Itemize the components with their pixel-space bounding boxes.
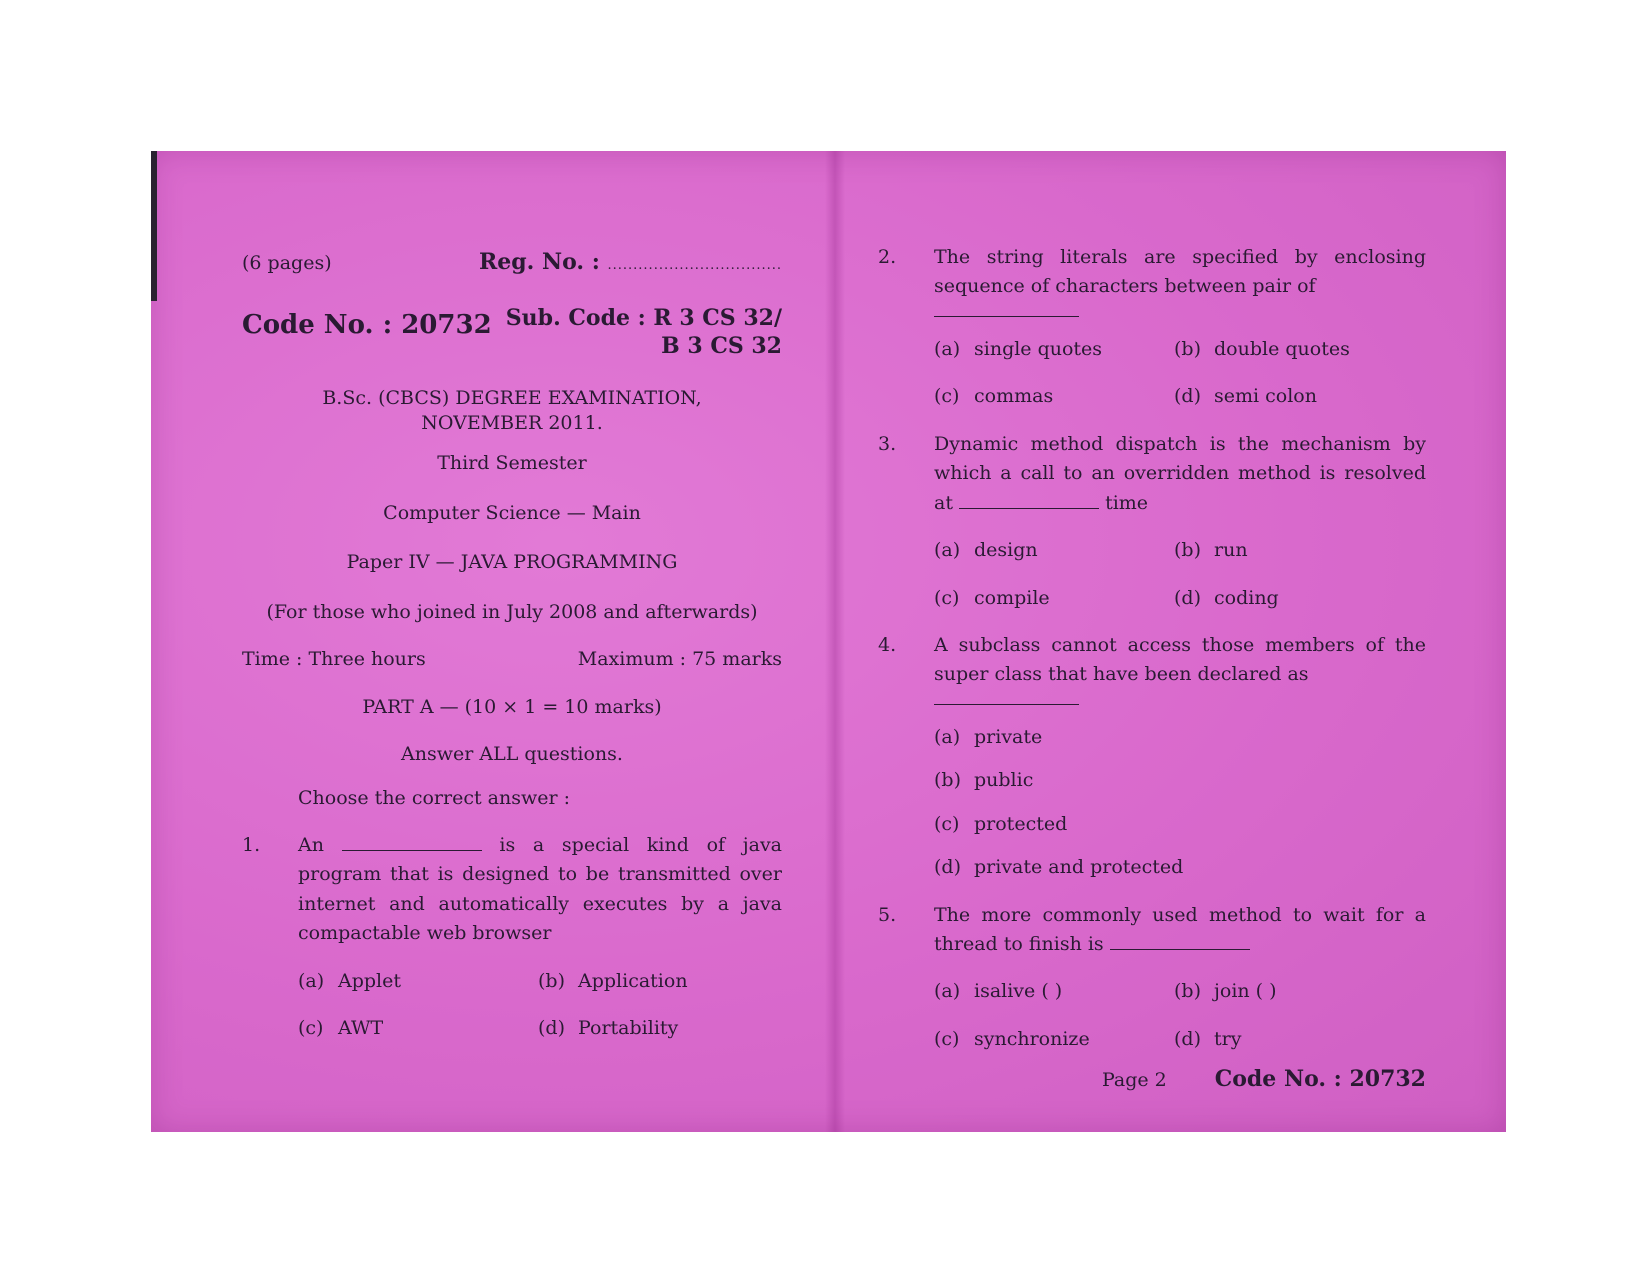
option-text: AWT <box>338 1017 384 1040</box>
page-number: Page 2 <box>1101 1069 1167 1092</box>
exam-title-line1: B.Sc. (CBCS) DEGREE EXAMINATION, <box>322 387 702 410</box>
option-c <box>934 810 1426 839</box>
option-a <box>934 536 1174 565</box>
question-number: 1. <box>242 833 261 856</box>
option-label: (a) <box>934 980 961 1003</box>
option-d <box>1174 584 1426 613</box>
option-d <box>1174 382 1426 411</box>
paper-title: Paper IV — JAVA PROGRAMMING <box>346 551 678 574</box>
option-label: (c) <box>934 812 960 835</box>
option-label: (b) <box>934 769 961 792</box>
option-label: (a) <box>934 337 961 360</box>
option-label: (b) <box>1174 539 1201 562</box>
eligibility-note: (For those who joined in July 2008 and afterwards) <box>266 600 758 623</box>
page-fold <box>825 151 845 1132</box>
option-a <box>298 967 538 996</box>
question-text <box>934 631 1426 705</box>
page-footer <box>878 1062 1426 1096</box>
answer-blank <box>959 491 1099 509</box>
option-text: synchronize <box>974 1027 1090 1050</box>
scan-edge-shadow <box>151 151 157 301</box>
question-text <box>934 243 1426 317</box>
question-5 <box>878 901 1426 960</box>
option-text: Applet <box>338 969 402 992</box>
footer-code-no: Code No. : 20732 <box>1214 1066 1426 1093</box>
option-label: (b) <box>1174 980 1201 1003</box>
option-label: (c) <box>934 586 960 609</box>
option-text: coding <box>1214 586 1279 609</box>
option-label: (d) <box>934 856 961 879</box>
option-c <box>934 382 1174 411</box>
question-text <box>934 901 1426 960</box>
option-b <box>1174 536 1426 565</box>
option-a <box>934 977 1174 1006</box>
option-label: (a) <box>934 725 961 748</box>
option-text: try <box>1214 1027 1242 1050</box>
option-text: join ( ) <box>1214 980 1277 1003</box>
reg-no-dots: .................................. <box>607 258 782 273</box>
option-b <box>1174 977 1426 1006</box>
exam-title-line2: NOVEMBER 2011. <box>421 411 603 434</box>
option-label: (d) <box>1174 1027 1201 1050</box>
choose-instruction: Choose the correct answer : <box>298 786 570 809</box>
reg-no-label: Reg. No. : <box>479 249 600 275</box>
option-d <box>538 1014 782 1043</box>
option-label: (d) <box>1174 586 1201 609</box>
option-d <box>934 853 1426 882</box>
question-2 <box>878 243 1426 317</box>
option-text: semi colon <box>1214 385 1317 408</box>
option-text: single quotes <box>974 337 1103 360</box>
option-c <box>298 1014 538 1043</box>
instruction: Answer ALL questions. <box>401 743 623 766</box>
option-text: Portability <box>578 1017 679 1040</box>
sub-code <box>506 305 782 360</box>
option-text: public <box>974 769 1034 792</box>
option-label: (a) <box>934 539 961 562</box>
answer-blank <box>934 304 1079 317</box>
option-text: run <box>1214 539 1248 562</box>
page-count: (6 pages) <box>242 252 332 274</box>
option-text: commas <box>974 385 1054 408</box>
question-text-body: The more commonly used method to wait for a thread to finish is <box>934 903 1426 955</box>
question-text-body: A subclass cannot access those members of the super class that have been declared as <box>934 633 1426 686</box>
question-5-options <box>878 977 1426 1054</box>
question-4 <box>878 631 1426 705</box>
exam-title <box>242 386 782 435</box>
answer-blank <box>1110 932 1250 950</box>
time-marks-row <box>242 645 782 674</box>
option-text: protected <box>974 812 1068 835</box>
option-a <box>934 723 1426 752</box>
question-3 <box>878 430 1426 518</box>
option-b <box>538 967 782 996</box>
question-text-body: Dynamic method dispatch is the mechanism by which a call to an overridden method is resolved at <box>934 432 1426 514</box>
question-number: 3. <box>878 432 897 455</box>
reg-no <box>479 245 782 279</box>
question-text-rest: is a special kind of java program that is designed to be transmitted over internet and automatically executes by a java compactable web browser <box>298 833 783 945</box>
right-page <box>878 243 1426 1096</box>
option-text: double quotes <box>1214 337 1350 360</box>
option-label: (c) <box>934 1027 960 1050</box>
option-label: (d) <box>538 1017 565 1040</box>
option-text: compile <box>974 586 1050 609</box>
option-label: (b) <box>1174 337 1201 360</box>
option-label: (b) <box>538 969 565 992</box>
semester: Third Semester <box>437 452 587 475</box>
question-3-options <box>878 536 1426 613</box>
question-text-body: The string literals are specified by enclosing sequence of characters between pair of <box>934 246 1426 298</box>
question-number: 5. <box>878 903 897 926</box>
option-label: (c) <box>934 385 960 408</box>
question-1-options <box>242 967 782 1044</box>
time-limit: Time : Three hours <box>242 648 426 671</box>
option-label: (c) <box>298 1017 324 1040</box>
header-row <box>242 245 782 279</box>
option-d <box>1174 1025 1426 1054</box>
sub-code-line1: Sub. Code : R 3 CS 32/ <box>505 305 782 332</box>
option-b <box>1174 335 1426 364</box>
option-text: design <box>974 539 1038 562</box>
option-a <box>934 335 1174 364</box>
question-text <box>934 430 1426 518</box>
code-no: Code No. : 20732 <box>242 310 492 341</box>
question-text <box>298 831 782 949</box>
max-marks: Maximum : 75 marks <box>577 648 782 671</box>
option-c <box>934 584 1174 613</box>
question-number: 2. <box>878 246 897 268</box>
question-4-options <box>878 723 1426 883</box>
question-2-options <box>878 335 1426 412</box>
part-heading: PART A — (10 × 1 = 10 marks) <box>362 695 662 718</box>
option-text: private <box>974 725 1043 748</box>
option-text: isalive ( ) <box>974 980 1063 1003</box>
question-text-start: An <box>298 833 324 856</box>
option-text: Application <box>578 969 688 992</box>
option-text: private and protected <box>974 856 1184 879</box>
answer-blank <box>342 833 482 851</box>
question-text-end: time <box>1105 491 1149 514</box>
option-b <box>934 766 1426 795</box>
option-c <box>934 1025 1174 1054</box>
codes-row <box>242 305 782 360</box>
question-1 <box>242 831 782 949</box>
option-label: (a) <box>298 969 325 992</box>
question-number: 4. <box>878 633 897 656</box>
subject: Computer Science — Main <box>383 501 641 524</box>
left-page <box>242 245 782 1044</box>
answer-blank <box>934 692 1079 705</box>
sub-code-line2: B 3 CS 32 <box>661 332 782 359</box>
option-label: (d) <box>1174 385 1201 408</box>
